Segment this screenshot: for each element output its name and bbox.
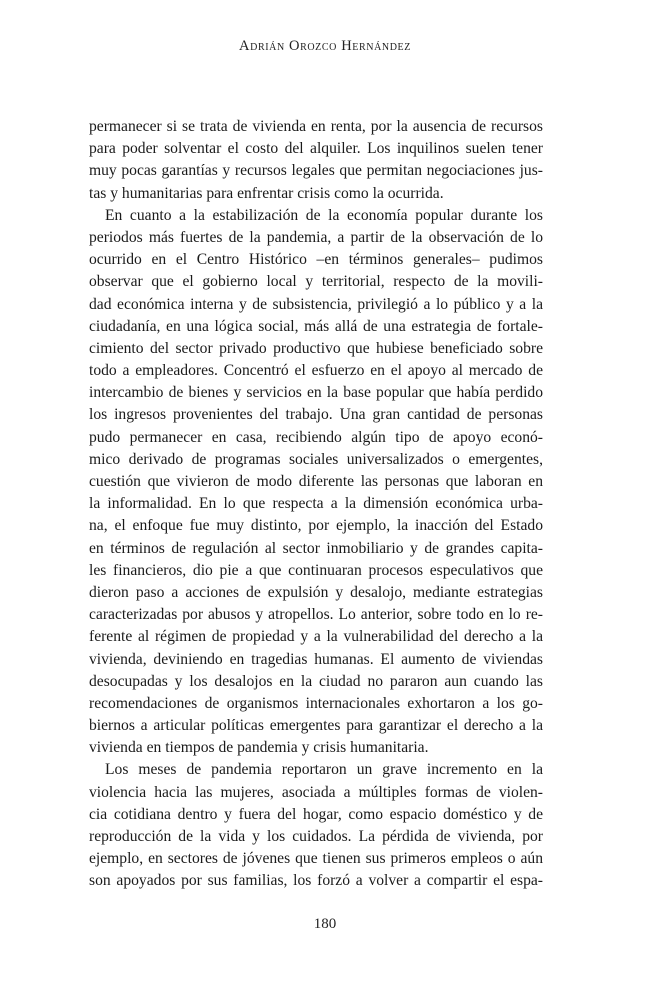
paragraph-end-line: tas y humanitarias para enfrentar crisis como la ocurrida. xyxy=(89,184,444,202)
text-line: pudo permanecer en casa, recibiendo algún tipo de apoyo econó- xyxy=(89,428,543,446)
text-line: recomendaciones de organismos internacionales exhortaron a los go- xyxy=(89,694,543,712)
text-line: dieron paso a acciones de expulsión y desalojo, mediante estrategias xyxy=(89,583,543,601)
paragraph-end-line: vivienda en tiempos de pandemia y crisis humanitaria. xyxy=(89,739,429,757)
text-line: permanecer si se trata de vivienda en renta, por la ausencia de recursos xyxy=(89,118,543,135)
text-line: mico derivado de programas sociales universalizados o emergentes, xyxy=(89,450,543,468)
paragraph-start-line: Los meses de pandemia reportaron un grave incremento en la xyxy=(105,761,543,779)
page-number: 180 xyxy=(313,916,337,932)
text-line: observar que el gobierno local y territorial, respecto de la movili- xyxy=(89,273,543,291)
text-line: violencia hacia las mujeres, asociada a múltiples formas de violen- xyxy=(89,783,543,801)
text-line: los ingresos provenientes del trabajo. Una gran cantidad de personas xyxy=(89,406,543,424)
text-line: intercambio de bienes y servicios en la base popular que había perdido xyxy=(89,384,543,402)
text-line: periodos más fuertes de la pandemia, a partir de la observación de lo xyxy=(89,228,543,246)
text-line: la informalidad. En lo que respecta a la dimensión económica urba- xyxy=(89,495,543,513)
text-line: caracterizadas por abusos y atropellos. Lo anterior, sobre todo en lo re- xyxy=(89,606,543,624)
text-line: cuestión que vivieron de modo diferente las personas que laboran en xyxy=(89,473,543,490)
text-line: ciudadanía, en una lógica social, más allá de una estrategia de fortale- xyxy=(89,317,543,335)
text-line: son apoyados por sus familias, los forzó a volver a compartir el espa- xyxy=(89,872,543,890)
text-line: en términos de regulación al sector inmobiliario y de grandes capita- xyxy=(89,539,543,557)
text-line: na, el enfoque fue muy distinto, por ejemplo, la inacción del Estado xyxy=(89,517,543,535)
text-line: ejemplo, en sectores de jóvenes que tienen sus primeros empleos o aún xyxy=(89,850,543,868)
text-line: reproducción de la vida y los cuidados. La pérdida de vivienda, por xyxy=(89,828,543,845)
text-line: ferente al régimen de propiedad y a la vulnerabilidad del derecho a la xyxy=(89,628,543,646)
text-line: para poder solventar el costo del alquiler. Los inquilinos suelen tener xyxy=(89,140,543,158)
text-line: ocurrido en el Centro Histórico –en términos generales– pudimos xyxy=(89,251,543,269)
text-line: vivienda, deviniendo en tragedias humanas. El aumento de viviendas xyxy=(89,650,543,668)
paragraph-start-line: En cuanto a la estabilización de la economía popular durante los xyxy=(105,206,543,224)
text-line: cimiento del sector privado productivo que hubiese beneficiado sobre xyxy=(89,339,543,357)
text-line: cia cotidiana dentro y fuera del hogar, como espacio doméstico y de xyxy=(89,805,543,823)
text-line: muy pocas garantías y recursos legales que permitan negociaciones jus- xyxy=(89,162,543,180)
text-line: biernos a articular políticas emergentes para garantizar el derecho a la xyxy=(89,717,543,735)
body-text xyxy=(89,116,543,893)
text-line: todo a empleadores. Concentró el esfuerzo en el apoyo al mercado de xyxy=(89,362,543,380)
text-line: dad económica interna y de subsistencia, privilegió a lo público y a la xyxy=(89,295,543,313)
text-line: desocupadas y los desalojos en la ciudad no pararon aun cuando las xyxy=(89,672,543,690)
running-header: Adrián Orozco Hernández xyxy=(239,38,411,54)
text-line: les financieros, dio pie a que continuaran procesos especulativos que xyxy=(89,561,543,579)
